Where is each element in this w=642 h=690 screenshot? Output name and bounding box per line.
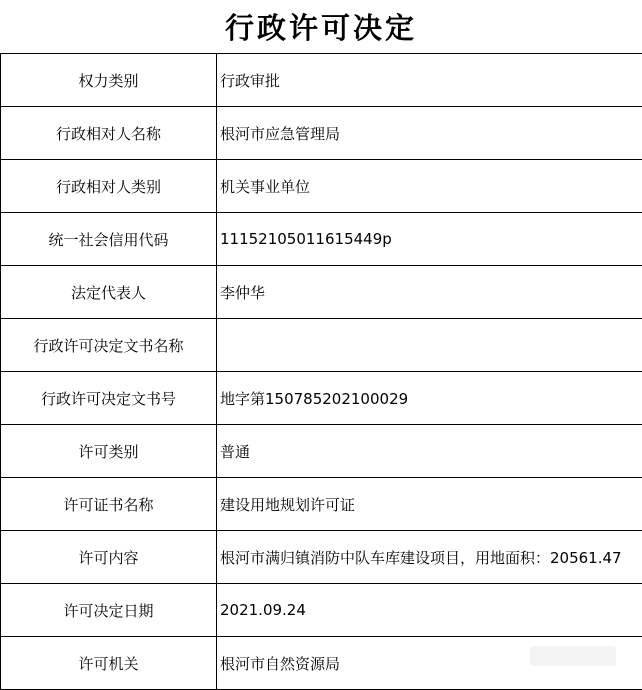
row-value: 地字第150785202100029: [217, 372, 642, 425]
row-label: 行政相对人名称: [1, 107, 217, 160]
table-row: [1, 372, 642, 425]
row-value: 李仲华: [217, 266, 642, 319]
row-value: 建设用地规划许可证: [217, 478, 642, 531]
table-row: [1, 266, 642, 319]
row-label: 行政许可决定文书号: [1, 372, 217, 425]
row-value: 机关事业单位: [217, 160, 642, 213]
table-row: [1, 584, 642, 637]
table-row: [1, 54, 642, 107]
row-label: 统一社会信用代码: [1, 213, 217, 266]
row-label: 行政相对人类别: [1, 160, 217, 213]
table-row: [1, 107, 642, 160]
row-value: 2021.09.24: [217, 584, 642, 637]
table-row: [1, 531, 642, 584]
row-label: 法定代表人: [1, 266, 217, 319]
row-label: 许可证书名称: [1, 478, 217, 531]
row-value: 根河市应急管理局: [217, 107, 642, 160]
watermark: [530, 646, 616, 666]
table-row: [1, 213, 642, 266]
table-row: [1, 319, 642, 372]
row-value: 根河市自然资源局: [217, 637, 642, 690]
row-value: [217, 319, 642, 372]
row-label: 许可决定日期: [1, 584, 217, 637]
row-value: 根河市满归镇消防中队车库建设项目，用地面积：20561.47: [217, 531, 642, 584]
license-table: [0, 53, 642, 690]
row-label: 权力类别: [1, 54, 217, 107]
table-row: [1, 425, 642, 478]
table-row: [1, 478, 642, 531]
row-label: 许可内容: [1, 531, 217, 584]
document-title: 行政许可决定: [224, 11, 417, 45]
row-value: 普通: [217, 425, 642, 478]
table-row: [1, 160, 642, 213]
row-label: 许可类别: [1, 425, 217, 478]
row-value: 行政审批: [217, 54, 642, 107]
row-value: 11152105011615449p: [217, 213, 642, 266]
row-label: 许可机关: [1, 637, 217, 690]
row-label: 行政许可决定文书名称: [1, 319, 217, 372]
